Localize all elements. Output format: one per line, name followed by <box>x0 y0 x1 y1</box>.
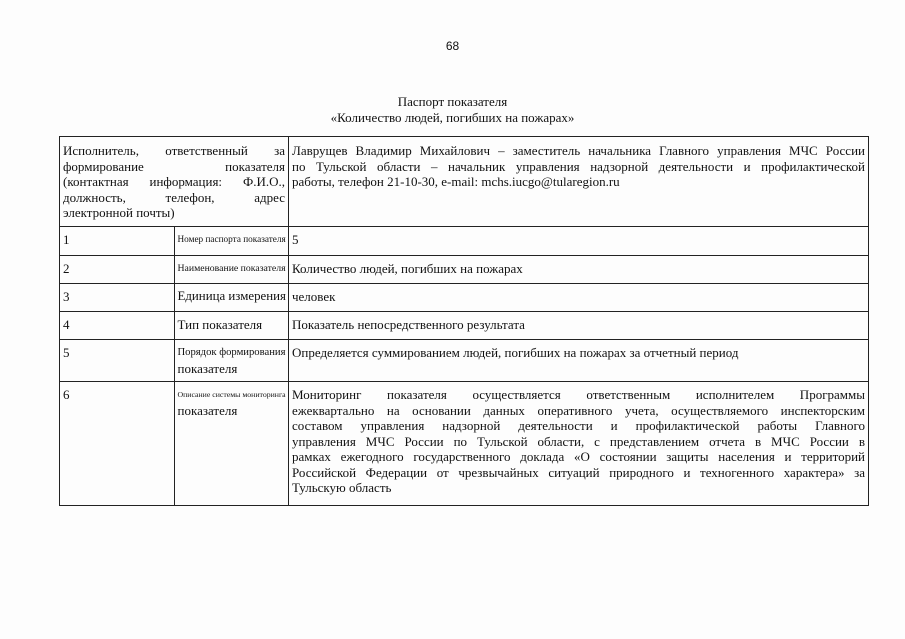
row-number: 6 <box>60 382 175 506</box>
document-title <box>0 94 905 126</box>
row-label: Единица измерения <box>174 284 289 312</box>
passport-table <box>59 136 869 506</box>
row-number: 3 <box>60 284 175 312</box>
executor-label-line: должность, телефон, адрес <box>63 189 285 205</box>
title-line-2: «Количество людей, погибших на пожарах» <box>330 110 575 125</box>
row-value: Показатель непосредственного результата <box>289 312 869 340</box>
row-label: Порядок формирования показателя <box>174 340 289 382</box>
row-number: 1 <box>60 227 175 256</box>
executor-label-line: электронной почты) <box>63 205 175 220</box>
row-number: 5 <box>60 340 175 382</box>
table-row <box>60 284 869 312</box>
executor-value-line: Лаврущев Владимир Михайлович – заместитель начальника Главного управления МЧС России <box>292 143 865 158</box>
page-number: 68 <box>445 39 460 53</box>
executor-value-line: работы, телефон 21-10-30, e-mail: mchs.iucgo@tularegion.ru <box>292 174 620 189</box>
row-value: 5 <box>289 227 869 256</box>
table-row-executor <box>60 137 869 227</box>
table-row <box>60 312 869 340</box>
row-number: 2 <box>60 256 175 284</box>
executor-value-line: по Тульской области – начальник управления надзорной деятельности и профилактической <box>292 158 865 174</box>
executor-label-cell <box>60 137 289 227</box>
table-row <box>60 340 869 382</box>
executor-value-cell <box>289 137 869 227</box>
row-label: Тип показателя <box>174 312 289 340</box>
executor-label-line: (контактная информация: Ф.И.О., <box>63 174 285 189</box>
row-label: Номер паспорта показателя <box>174 227 289 256</box>
row-label: Описание системы мониторинга показателя <box>174 382 289 506</box>
row-value: Определяется суммированием людей, погибших на пожарах за отчетный период <box>289 340 869 382</box>
executor-label-line: формирование показателя <box>63 158 285 174</box>
row-number: 4 <box>60 312 175 340</box>
row-value: Количество людей, погибших на пожарах <box>289 256 869 284</box>
title-line-1: Паспорт показателя <box>397 94 508 109</box>
table-row <box>60 256 869 284</box>
table-row <box>60 382 869 506</box>
executor-label-line: Исполнитель, ответственный за <box>63 143 285 158</box>
row-value: человек <box>289 284 869 312</box>
table-row <box>60 227 869 256</box>
row-value: Мониторинг показателя осуществляется ответственным исполнителем Программы ежеквартально на основании данных оперативного учета, осуществляемого инспекторским составом управления надзорной деятельности и профилактической работы Главного управления МЧС России по Тульской области, с представлением отчета в МЧС России в рамках ежегодного государственного доклада «О состоянии защиты населения и территорий Российской Федерации от чрезвычайных ситуаций природного и техногенного характера» за Тульскую область <box>289 382 869 506</box>
row-label: Наименование показателя <box>174 256 289 284</box>
